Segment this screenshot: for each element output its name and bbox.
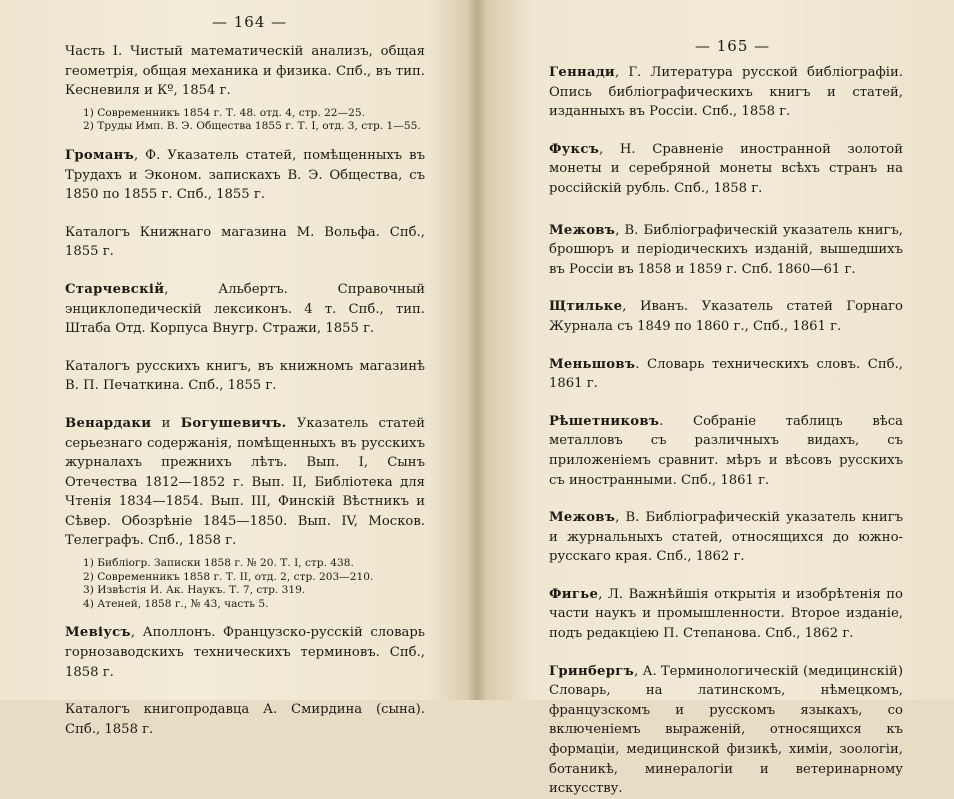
text-column [65,42,425,739]
author-name: Громанъ [65,147,134,163]
entry [549,355,903,394]
entry-text: . Собраніе таблицъ вѣса металловъ съ различныхъ видахъ, съ приложеніемъ сравнит. мѣръ и вѣсовъ русскихъ съ иностранными. Спб., 1861 г. [549,413,903,488]
entry-text: , Альбертъ. Справочный энциклопедическій лексиконъ. 4 т. Спб., тип. Штаба Отд. Корпуса Внугр. Стражи, 1855 г. [65,281,425,337]
page-number: — 164 — [212,13,288,31]
entry [549,662,903,799]
entry [65,414,425,551]
entry-text: , А. Терминологическій (медицинскій) Словарь, на латинскомъ, нѣмецкомъ, французскомъ и русскомъ языкахъ, со включеніемъ выраженій, относящихся къ формаціи, медицинской физикѣ, химіи, зоологіи, ботаникѣ, минералогіи и ветеринарному искусству. [549,663,903,797]
footnote: 1) Современникъ 1854 г. Т. 48. отд. 4, стр. 22—25. [83,106,365,119]
right-page [477,0,954,797]
entry [65,146,425,205]
footnotes [83,107,425,134]
entry: Каталогъ книгопродавца А. Смирдина (сына). Спб., 1858 г. [65,702,425,737]
entry [549,63,903,122]
author-name: Фигье [549,586,599,602]
author-name: Межовъ [549,222,616,238]
entry: Каталогъ русскихъ книгъ, въ книжномъ магазинѣ В. П. Печаткина. Спб., 1855 г. [65,358,425,394]
footnote: 2) Современникъ 1858 г. Т. II, отд. 2, стр. 203—210. [83,570,374,583]
author-name: Венардаки [65,415,152,431]
entry [549,585,903,644]
entry [549,221,903,280]
author-name: Гринбергъ [549,663,635,679]
entry-text: , В. Библіографическій указатель книгъ, брошюръ и періодическихъ изданій, вышедшихъ въ Россіи въ 1858 и 1859 г. Спб. 1860—61 г. [549,222,903,277]
footnote: 3) Извѣстія И. Ак. Наукъ. Т. 7, стр. 319. [83,584,306,597]
entry [549,297,903,336]
author-name: Старчевскій [65,281,165,297]
text-column [549,63,903,799]
author-name: Щтильке [549,299,623,315]
author-name: Межовъ [549,510,616,526]
entry-text: , Ф. Указатель статей, помѣщенныхъ въ Трудахъ и Эконом. запискахъ В. Э. Общества, съ 1850 по 1855 г. Спб., 1855 г. [65,147,425,203]
entry-text: , Л. Важнѣйшія открытія и изобрѣтенія по части наукъ и промышленности. Второе изданіе, подъ редакціею П. Степанова. Спб., 1862 г. [549,586,903,642]
entry-text: , Аполлонъ. Французско-русскій словарь горнозаводскихъ техническихъ терминовъ. Спб., 1858 г. [65,625,425,680]
footnote: 1) Библіогр. Записки 1858 г. № 20. Т. I, стр. 438. [83,557,354,570]
footnote: 4) Атеней, 1858 г., № 43, часть 5. [83,597,269,610]
page-number: — 165 — [695,37,771,55]
entry-text: Указатель статей серьезнаго содержанія, помѣщенныхъ въ русскихъ журналахъ прежнихъ лѣтъ. Вып. I, Сынъ Отечества 1812—1852 г. Вып. II, Библіотека для Чтенія 1834—1854. Вып. III, Финскій Вѣстникъ и Сѣвер. Обозрѣніе 1845—1850. Вып. IV, Москов. Телеграфъ. Спб., 1858 г. [65,415,425,549]
entry [549,412,903,490]
entry-joiner: и [151,415,181,431]
left-page [0,0,477,737]
entry: Часть I. Чистый математическій анализъ, общая геометрія, общая механика и физика. Спб., въ тип. Кесневиля и Кº, 1854 г. [65,44,425,99]
footnote: 2) Труды Имп. В. Э. Общества 1855 г. Т. I, отд. 3, стр. 1—55. [83,120,421,133]
author-name: Мевіусъ [65,625,131,641]
entry [65,280,425,339]
author-name: Богушевичъ. [180,415,287,431]
entry-text: , Иванъ. Указатель статей Горнаго Журнала съ 1849 по 1860 г., Спб., 1861 г. [549,299,903,334]
entry [549,140,903,199]
entry: Каталогъ Книжнаго магазина М. Вольфа. Спб., 1855 г. [65,224,425,260]
entry-text: , Г. Литература русской библіографіи. Опись библіографическихъ книгъ и статей, изданныхъ въ Россіи. Спб., 1858 г. [549,65,903,120]
author-name: Фуксъ [549,141,600,157]
footnotes [83,557,425,611]
entry [65,623,425,682]
author-name: Рѣшетниковъ [549,413,660,429]
entry [549,508,903,567]
entry-text: . Словарь техническихъ словъ. Спб., 1861 г. [549,356,903,392]
author-name: Геннади [549,65,616,80]
entry-text: , В. Библіографическій указатель книгъ и журнальныхъ статей, относящихся до южно-русскаго края. Спб., 1862 г. [549,510,903,565]
author-name: Меньшовъ [549,356,636,372]
entry-text: , Н. Сравненіе иностранной золотой монеты и серебряной монеты всѣхъ странъ на россійскій рубль. Спб., 1858 г. [549,141,903,196]
